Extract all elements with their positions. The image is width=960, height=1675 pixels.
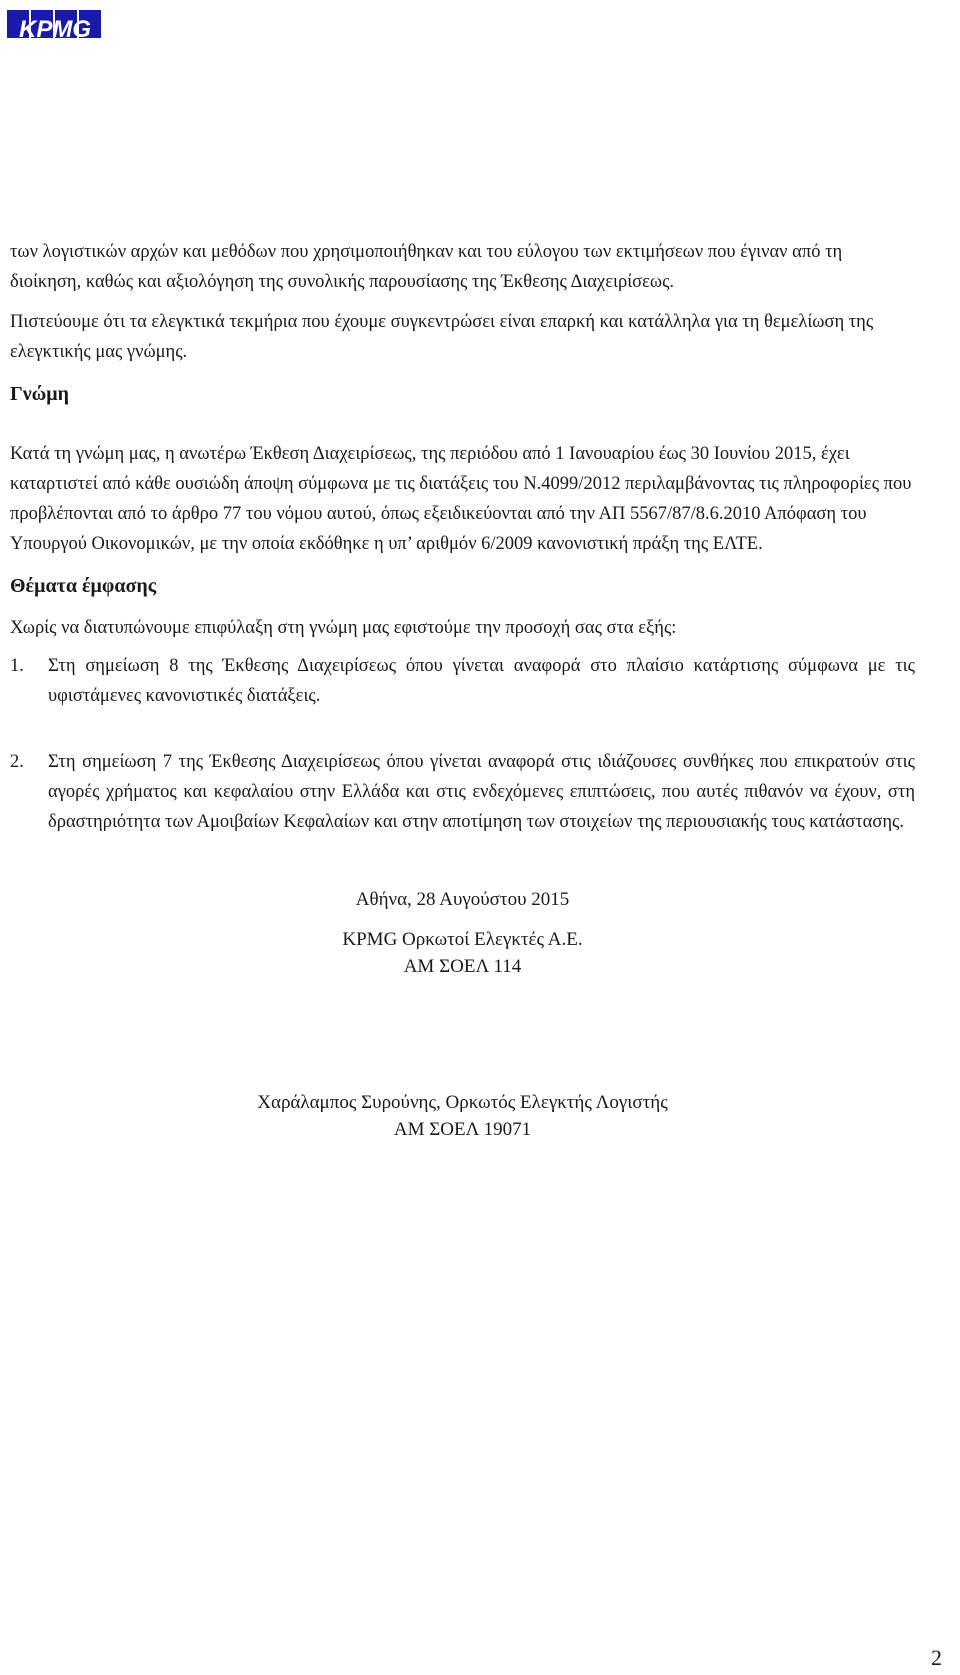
list-item-text: Στη σημείωση 7 της Έκθεσης Διαχειρίσεως όπου γίνεται αναφορά στις ιδιάζουσες συνθήκες που επικρατούν στις αγορές χρήματος και κεφαλαίου στην Ελλάδα και στις ενδεχόμενες επιπτώσεις, που αυτές πιθανόν να έχουν, στη δραστηριότητα των Αμοιβαίων Κεφαλαίων και στην αποτίμηση των στοιχείων της περιουσιακής τους κατάστασης. [48, 752, 915, 832]
signature-firm-name: KPMG Ορκωτοί Ελεγκτές Α.Ε. [342, 929, 583, 950]
list-item-number: 1. [10, 656, 24, 676]
logo-wordmark: KPMG [19, 16, 91, 43]
page-number: 2 [931, 1645, 942, 1670]
signature-firm-registration: ΑΜ ΣΟΕΛ 114 [403, 956, 522, 977]
signature-place-date: Αθήνα, 28 Αυγούστου 2015 [355, 889, 570, 910]
list-item [10, 651, 915, 711]
signature-auditor-registration: ΑΜ ΣΟΕΛ 19071 [393, 1119, 532, 1140]
list-item-number: 2. [10, 752, 24, 772]
document-body [10, 237, 915, 837]
kpmg-logo-graphic [5, 6, 105, 46]
paragraph-emphasis-intro: Χωρίς να διατυπώνουμε επιφύλαξη στη γνώμη μας εφιστούμε την προσοχή σας στα εξής: [10, 618, 677, 638]
heading-emphasis-of-matter: Θέματα έμφασης [10, 575, 157, 597]
heading-opinion: Γνώμη [10, 383, 69, 405]
list-item-text: Στη σημείωση 8 της Έκθεσης Διαχειρίσεως όπου γίνεται αναφορά στο πλαίσιο κατάρτισης σύμφωνα με τις υφιστάμενες κανονιστικές διατάξεις. [48, 656, 915, 706]
kpmg-logo [5, 6, 105, 46]
emphasis-list [10, 651, 915, 837]
paragraph-audit-evidence: Πιστεύουμε ότι τα ελεγκτικά τεκμήρια που έχουμε συγκεντρώσει είναι επαρκή και κατάλληλα για τη θεμελίωση της ελεγκτικής μας γνώμης. [10, 312, 874, 362]
paragraph-opinion: Κατά τη γνώμη μας, η ανωτέρω Έκθεση Διαχειρίσεως, της περιόδου από 1 Ιανουαρίου έως 30 Ιουνίου 2015, έχει καταρτιστεί από κάθε ουσιώδη άποψη σύμφωνα με τις διατάξεις του Ν.4099/2012 περιλαμβάνοντας τις πληροφορίες που προβλέπονται από το άρθρο 77 του νόμου αυτού, όπως εξειδικεύονται από την ΑΠ 5567/87/8.6.2010 Απόφαση του Υπουργού Οικονομικών, με την οποία εκδόθηκε η υπ’ αριθμόν 6/2009 κανονιστική πράξη της ΕΛΤΕ. [10, 444, 912, 554]
paragraph-audit-procedures: των λογιστικών αρχών και μεθόδων που χρησιμοποιήθηκαν και του εύλογου των εκτιμήσεων που έγιναν από τη διοίκηση, καθώς και αξιολόγηση της συνολικής παρουσίασης της Έκθεσης Διαχειρίσεως. [10, 242, 843, 292]
list-item [10, 747, 915, 837]
signature-auditor-name: Χαράλαμπος Συρούνης, Ορκωτός Ελεγκτής Λογιστής [257, 1092, 668, 1113]
